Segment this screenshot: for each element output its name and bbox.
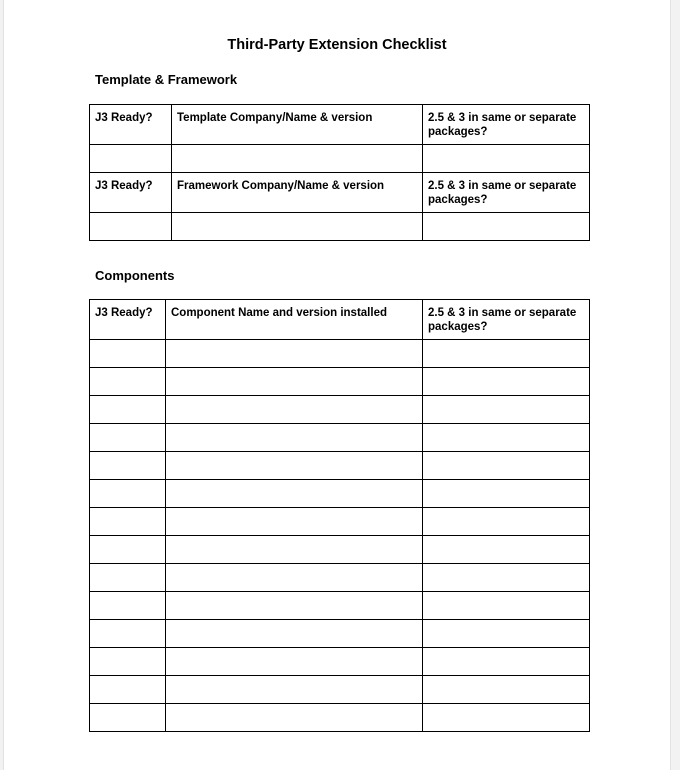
component-name-cell[interactable] [166,592,423,620]
j3-ready-cell[interactable] [90,424,166,452]
table-row [90,592,590,620]
table-row [90,368,590,396]
table-row [90,213,590,241]
table-row [90,424,590,452]
document-page [3,0,671,770]
components-table-body [90,300,590,732]
packages-cell[interactable] [423,564,590,592]
packages-cell[interactable] [423,452,590,480]
j3-ready-cell[interactable] [90,592,166,620]
component-name-cell[interactable] [166,368,423,396]
j3-ready-cell[interactable] [90,452,166,480]
component-name-label: Component Name and version installed [166,300,423,340]
j3-ready-cell[interactable] [90,213,172,241]
packages-label: 2.5 & 3 in same or separate packages? [423,300,590,340]
framework-name-cell[interactable] [172,213,423,241]
j3-ready-cell[interactable] [90,480,166,508]
packages-cell[interactable] [423,213,590,241]
components-table [89,299,590,732]
j3-ready-label: J3 Ready? [90,173,172,213]
page-title: Third-Party Extension Checklist [227,37,447,53]
j3-ready-cell[interactable] [90,145,172,173]
packages-cell[interactable] [423,648,590,676]
section-heading-components: Components [95,268,175,283]
packages-cell[interactable] [423,396,590,424]
j3-ready-label: J3 Ready? [90,105,172,145]
component-name-cell[interactable] [166,704,423,732]
component-name-cell[interactable] [166,452,423,480]
packages-cell[interactable] [423,145,590,173]
packages-cell[interactable] [423,676,590,704]
component-name-cell[interactable] [166,564,423,592]
table-header-row [90,300,590,340]
component-name-cell[interactable] [166,648,423,676]
table-row [90,173,590,213]
framework-name-label: Framework Company/Name & version [172,173,423,213]
component-name-cell[interactable] [166,508,423,536]
table-row [90,340,590,368]
template-name-cell[interactable] [172,145,423,173]
table-row [90,620,590,648]
table-row [90,676,590,704]
template-name-label: Template Company/Name & version [172,105,423,145]
table-row [90,536,590,564]
table-row [90,480,590,508]
component-name-cell[interactable] [166,396,423,424]
packages-cell[interactable] [423,424,590,452]
packages-cell[interactable] [423,508,590,536]
table-row [90,452,590,480]
j3-ready-cell[interactable] [90,340,166,368]
j3-ready-cell[interactable] [90,648,166,676]
packages-cell[interactable] [423,340,590,368]
j3-ready-cell[interactable] [90,396,166,424]
packages-label: 2.5 & 3 in same or separate packages? [423,173,590,213]
j3-ready-cell[interactable] [90,564,166,592]
table-row [90,396,590,424]
packages-cell[interactable] [423,480,590,508]
j3-ready-cell[interactable] [90,536,166,564]
packages-cell[interactable] [423,592,590,620]
j3-ready-cell[interactable] [90,368,166,396]
packages-cell[interactable] [423,536,590,564]
table-row [90,145,590,173]
packages-cell[interactable] [423,620,590,648]
component-name-cell[interactable] [166,620,423,648]
table-row [90,704,590,732]
packages-cell[interactable] [423,704,590,732]
table-row [90,564,590,592]
component-name-cell[interactable] [166,340,423,368]
section-heading-template-framework: Template & Framework [95,72,238,87]
table-row [90,105,590,145]
component-name-cell[interactable] [166,480,423,508]
j3-ready-label: J3 Ready? [90,300,166,340]
j3-ready-cell[interactable] [90,704,166,732]
packages-cell[interactable] [423,368,590,396]
component-name-cell[interactable] [166,676,423,704]
component-name-cell[interactable] [166,424,423,452]
table-row [90,648,590,676]
j3-ready-cell[interactable] [90,620,166,648]
component-name-cell[interactable] [166,536,423,564]
template-framework-table [89,104,590,241]
packages-label: 2.5 & 3 in same or separate packages? [423,105,590,145]
table-row [90,508,590,536]
j3-ready-cell[interactable] [90,508,166,536]
j3-ready-cell[interactable] [90,676,166,704]
